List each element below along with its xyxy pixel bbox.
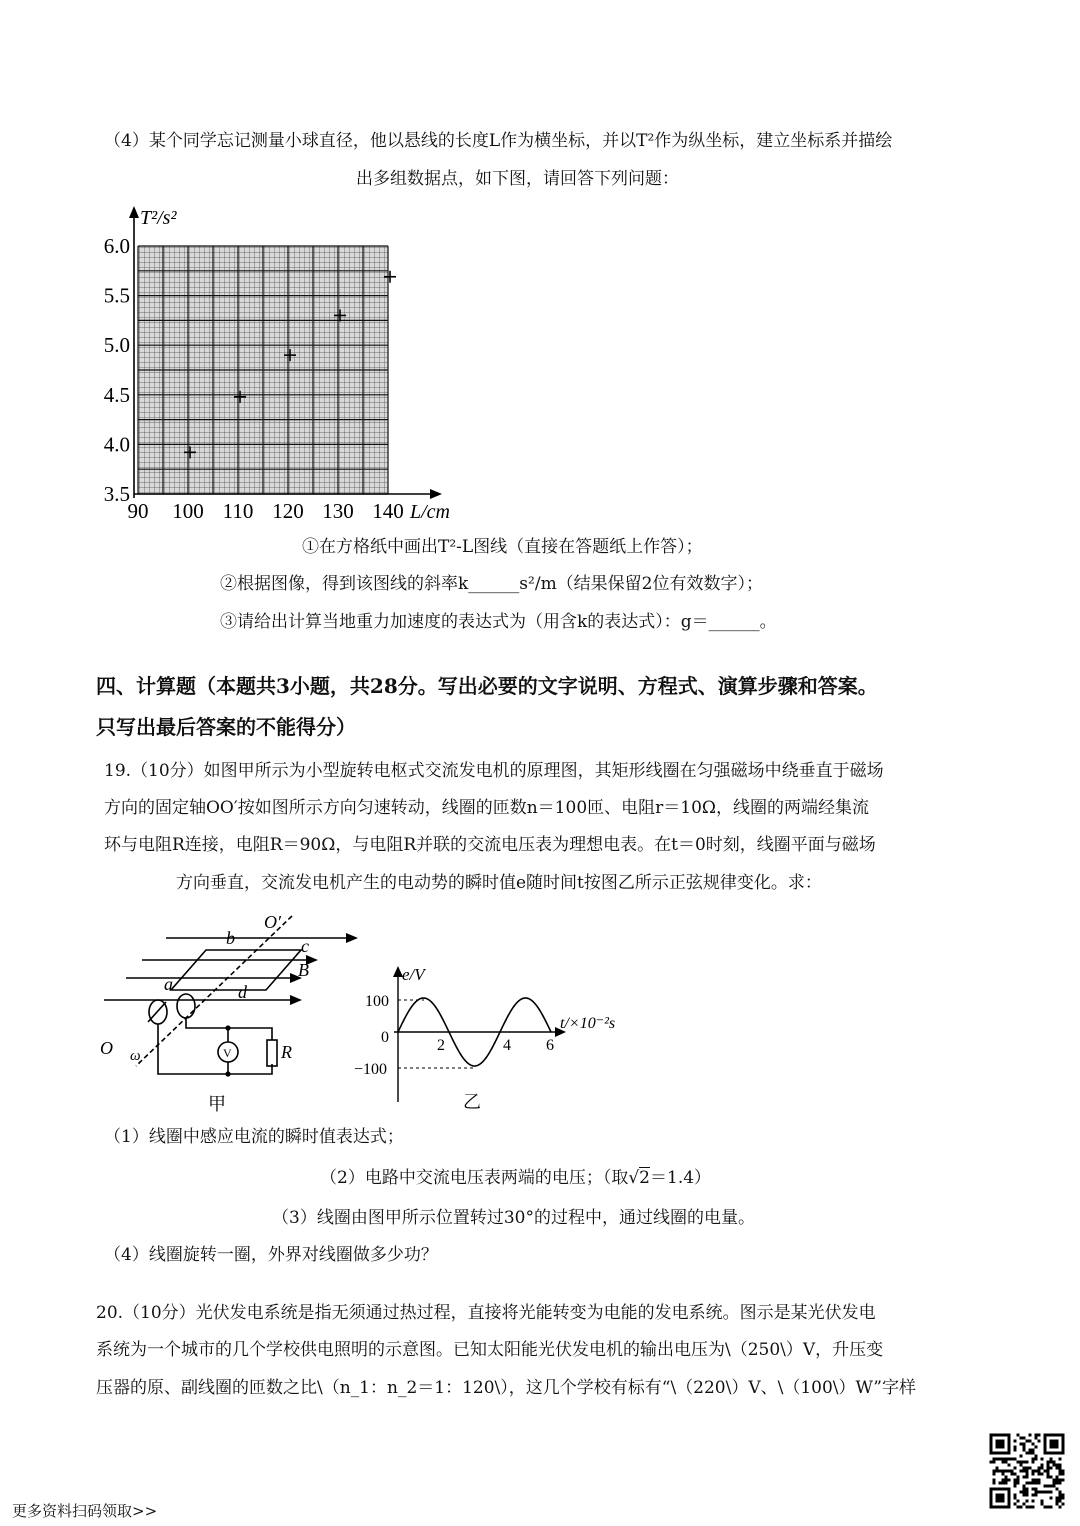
q18-sub2: ②根据图像，得到该图线的斜率k______s²/m（结果保留2位有效数字）；: [220, 574, 764, 594]
y-tick-label: 5.5: [103, 283, 130, 308]
yi-ylabel: e/V: [402, 965, 425, 984]
arrow-head: [290, 995, 302, 1005]
label-d: d: [238, 982, 247, 1002]
q19-sub3: （3）线圈由图甲所示位置转过30°的过程中，通过线圈的电量。: [272, 1208, 755, 1228]
label-field-b: B: [298, 960, 309, 980]
section4-heading-line1: 四、计算题（本题共3小题，共28分。写出必要的文字说明、方程式、演算步骤和答案。: [96, 674, 878, 698]
label-voltmeter-v: V: [223, 1046, 232, 1060]
label-a: a: [164, 974, 173, 994]
q19-line4: 方向垂直，交流发电机产生的电动势的瞬时值e随时间t按图乙所示正弦规律变化。求：: [176, 873, 822, 893]
q19-line1: 19.（10分）如图甲所示为小型旋转电枢式交流发电机的原理图，其矩形线圈在匀强磁场中绕垂直于磁场: [104, 761, 884, 781]
q18-sub3: ③请给出计算当地重力加速度的表达式为（用含k的表达式）：g＝______。: [220, 612, 777, 632]
figure-jia-generator: [96, 908, 366, 1118]
q19-sub2-prefix: （2）电路中交流电压表两端的电压；（取: [320, 1168, 629, 1188]
q19-sub1: （1）线圈中感应电流的瞬时值表达式；: [104, 1127, 404, 1147]
slip-ring: [177, 994, 195, 1018]
label-o-prime: O′: [264, 912, 281, 932]
sqrt-symbol: √: [628, 1168, 640, 1188]
section4-heading-line2: 只写出最后答案的不能得分）: [96, 715, 356, 739]
arrow-head: [346, 933, 358, 943]
y-axis-label: T²/s²: [140, 207, 177, 229]
coil: [171, 950, 301, 990]
y-tick-label: 4.5: [103, 382, 130, 407]
x-axis-label: L/cm: [410, 501, 450, 523]
footer-text: 更多资料扫码领取>>: [12, 1502, 158, 1520]
q19-sub4: （4）线圈旋转一圈，外界对线圈做多少功？: [104, 1245, 438, 1265]
caption-jia: 甲: [208, 1094, 226, 1114]
yi-ytick-0: 0: [381, 1029, 389, 1046]
y-tick-label: 4.0: [103, 432, 130, 457]
q19-line2: 方向的固定轴OO′按如图所示方向匀速转动，线圈的匝数n＝100匝、电阻r＝10Ω，线圈的两端经集流: [104, 798, 869, 818]
yi-ytick-100: 100: [365, 993, 389, 1010]
label-o: O: [100, 1038, 113, 1058]
x-axis-arrow: [430, 489, 442, 499]
q20-line2: 系统为一个城市的几个学校供电照明的示意图。已知太阳能光伏发电机的输出电压为\（250\）V，升压变: [96, 1340, 884, 1360]
caption-yi: 乙: [463, 1092, 481, 1112]
label-c: c: [301, 936, 309, 956]
junction: [225, 1025, 230, 1030]
junction: [225, 1071, 230, 1076]
q19-sub2: [320, 1165, 711, 1191]
x-tick-label: 120: [272, 499, 304, 523]
q18-sub1: ①在方格纸中画出T²-L图线（直接在答题纸上作答）；: [302, 537, 703, 557]
q18-line1: （4）某个同学忘记测量小球直径，他以悬线的长度L作为横坐标，并以T²作为纵坐标，建立坐标系并描绘: [104, 131, 893, 151]
sqrt-radicand: 2: [639, 1168, 650, 1188]
figure-yi-emf-graph: [350, 962, 640, 1112]
y-axis-arrow: [129, 206, 139, 218]
yi-xtick-4: 4: [503, 1037, 511, 1054]
yi-xlabel: t/×10⁻²s: [560, 1015, 616, 1032]
q18-line2: 出多组数据点，如下图，请回答下列问题：: [356, 169, 679, 189]
x-tick-label: 130: [322, 499, 354, 523]
qr-code[interactable]: [988, 1432, 1066, 1510]
resistor: [267, 1040, 277, 1066]
q19-line3: 环与电阻R连接，电阻R＝90Ω，与电阻R并联的交流电压表为理想电表。在t＝0时刻，线圈平面与磁场: [104, 835, 876, 855]
x-tick-label: 110: [222, 499, 254, 523]
x-tick-label: 100: [172, 499, 204, 523]
yi-xtick-2: 2: [437, 1037, 445, 1054]
q20-line3: 压器的原、副线圈的匝数之比\（n_1：n_2＝1：120\），这几个学校有标有“\（220\）V、\（100\）W”字样: [96, 1378, 916, 1398]
x-tick-labels: [128, 499, 404, 523]
t2-l-chart: [90, 198, 480, 528]
y-tick-label: 5.0: [103, 333, 130, 358]
yi-ytick-neg100: −100: [354, 1061, 388, 1078]
y-tick-labels: [104, 234, 130, 506]
label-b: b: [226, 928, 235, 948]
q19-sub2-suffix: ＝1.4）: [650, 1168, 712, 1188]
yi-xtick-6: 6: [546, 1037, 554, 1054]
x-tick-label: 140: [372, 499, 404, 523]
y-tick-label: 6.0: [103, 234, 130, 258]
wire: [158, 1024, 272, 1074]
y-tick-label: 3.5: [103, 482, 130, 506]
label-r: R: [281, 1042, 292, 1062]
label-omega: ω: [130, 1048, 141, 1064]
x-tick-label: 90: [127, 499, 149, 523]
q20-line1: 20.（10分）光伏发电系统是指无须通过热过程，直接将光能转变为电能的发电系统。图示是某光伏发电: [96, 1303, 876, 1323]
